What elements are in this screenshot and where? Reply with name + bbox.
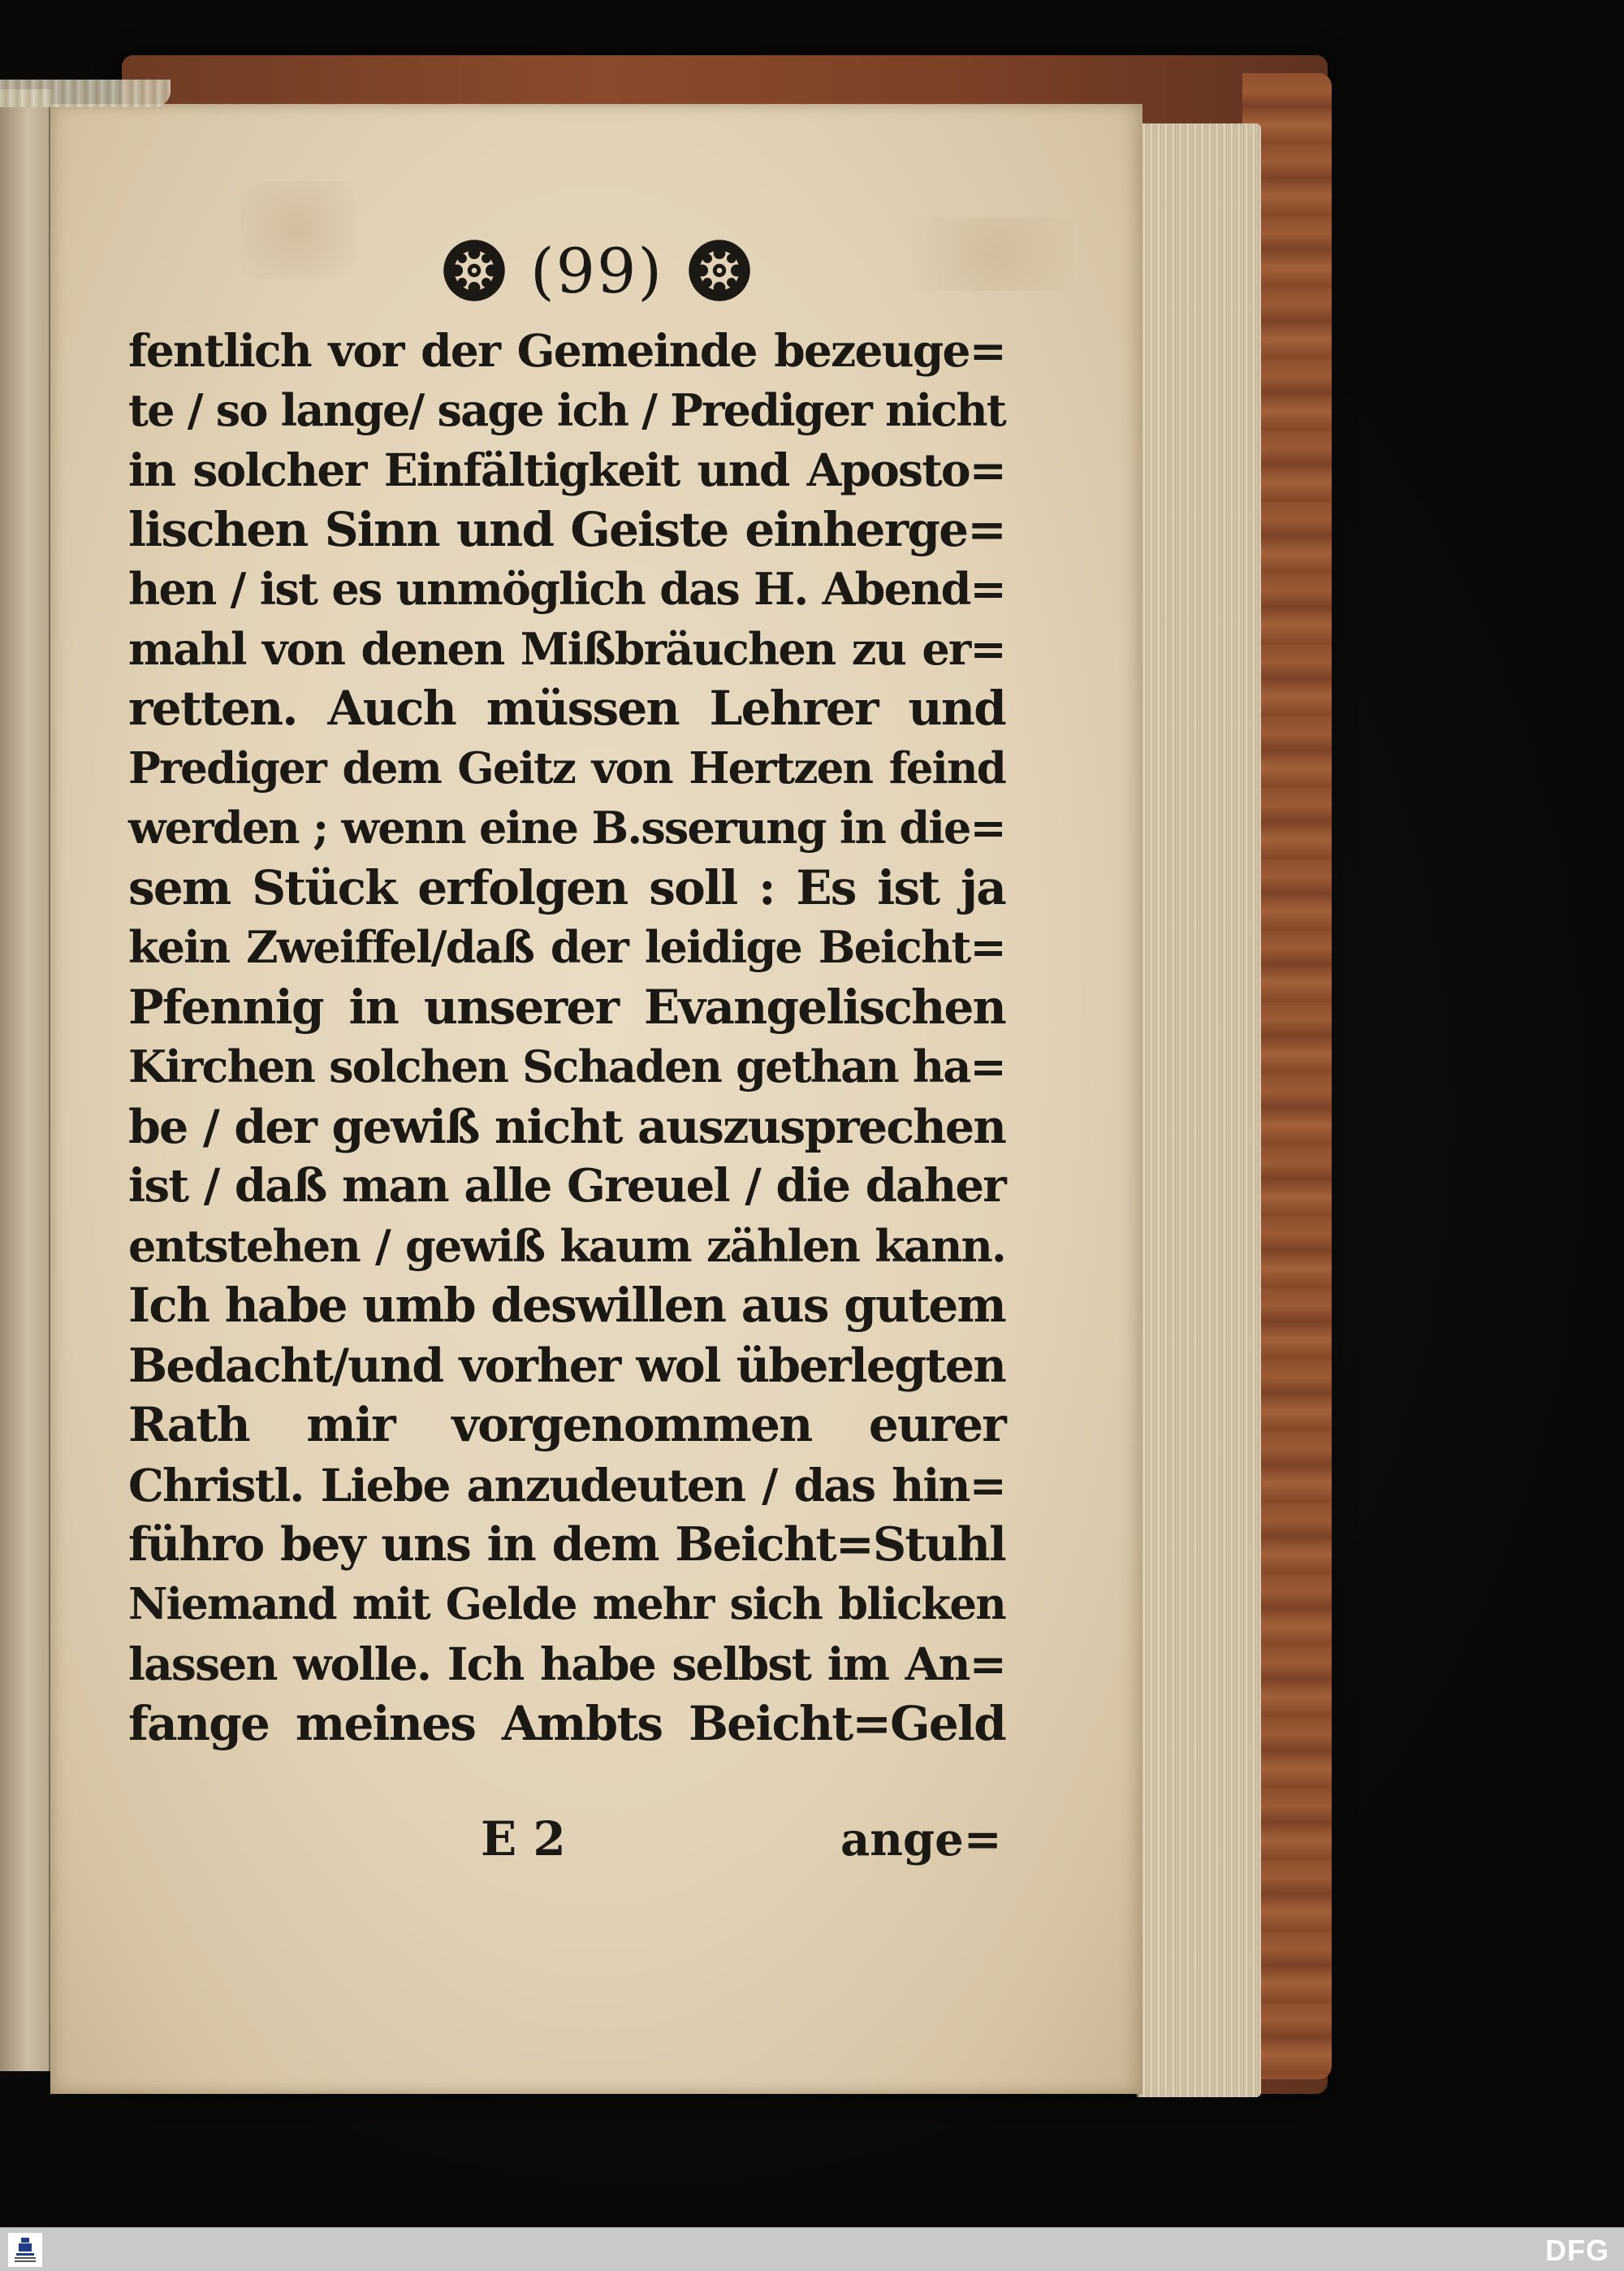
text-line: entstehen / gewiß kaum zählen kann. [128, 1219, 1005, 1272]
text-line: Ich habe umb deswillen aus gutem [128, 1278, 1005, 1333]
catchword: ange= [840, 1813, 1002, 1867]
text-line: sem Stück erfolgen soll : Es ist ja [128, 859, 1005, 915]
text-line: Christl. Liebe anzudeuten / das hin= [128, 1458, 1005, 1512]
text-line: lischen Sinn und Geiste einherge= [128, 501, 1005, 557]
page-edges [1137, 123, 1261, 2097]
rosette-ornament-icon [686, 237, 753, 304]
text-line: in solcher Einfältigkeit und Aposto= [128, 443, 1005, 496]
paper-stain [241, 181, 355, 279]
text-line: fange meines Ambts Beicht=Geld [128, 1695, 1005, 1751]
text-line: Rath mir vorgenommen eurer [128, 1397, 1005, 1452]
paper-stain [911, 218, 1073, 291]
text-line: Niemand mit Gelde mehr sich blicken [128, 1578, 1005, 1629]
body-text [128, 321, 1005, 1754]
viewer-footer-bar [0, 2227, 1624, 2271]
text-line: werden ; wenn eine B.sserung in die= [128, 802, 1005, 854]
dfg-logo: DFG [1545, 2234, 1609, 2267]
text-line: führo bey uns in dem Beicht=Stuhl [128, 1517, 1005, 1572]
text-line: Bedacht/und vorher wol überlegten [128, 1338, 1005, 1393]
text-line: fentlich vor der Gemeinde bezeuge= [128, 324, 1005, 377]
text-line: ist / daß man alle Greuel / die daher [128, 1159, 1005, 1213]
text-line: te / so lange/ sage ich / Prediger nicht [128, 383, 1005, 436]
text-line: retten. Auch müssen Lehrer und [128, 681, 1005, 736]
headband [0, 80, 171, 107]
library-crest-icon [8, 2233, 42, 2267]
rosette-ornament-icon [441, 237, 508, 304]
text-line: hen / ist es unmöglich das H. Abend= [128, 563, 1005, 615]
text-line: kein Zweiffel/daß der leidige Beicht= [128, 921, 1005, 973]
page-number: (99) [529, 234, 663, 307]
text-line: Prediger dem Geitz von Hertzen feind [128, 742, 1005, 794]
text-line: be / der gewiß nicht auszusprechen [128, 1099, 1005, 1154]
text-line: Kirchen solchen Schaden gethan ha= [128, 1040, 1005, 1092]
text-line: Pfennig in unserer Evangelischen [128, 979, 1005, 1035]
signature-mark: E 2 [481, 1811, 566, 1867]
text-line: lassen wolle. Ich habe selbst im An= [128, 1637, 1005, 1690]
left-page-sliver [0, 89, 52, 2071]
text-line: mahl von denen Mißbräuchen zu er= [128, 622, 1005, 675]
page-header [386, 226, 808, 315]
